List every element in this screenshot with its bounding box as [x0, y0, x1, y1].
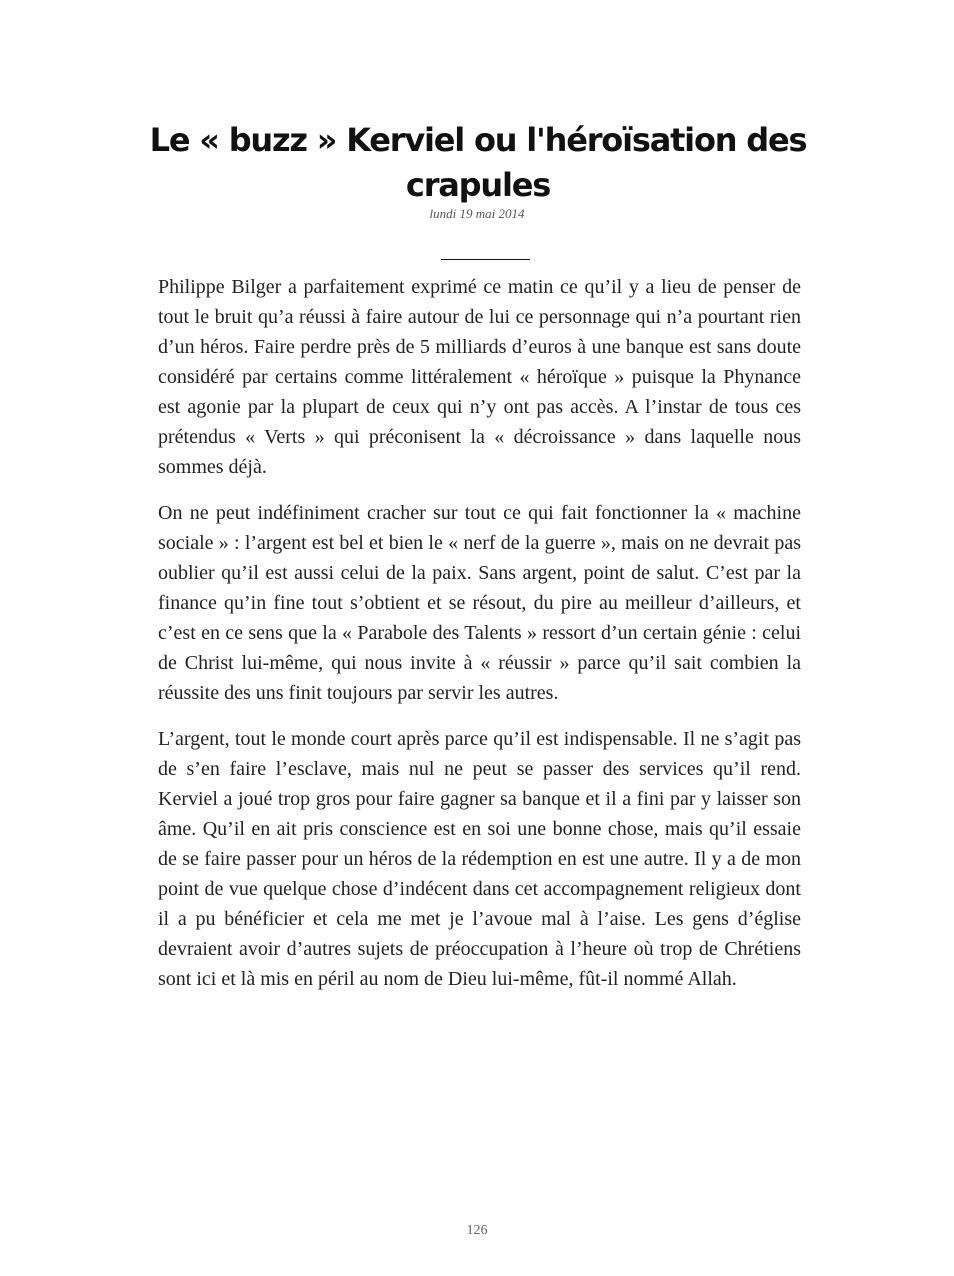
title-divider: [441, 259, 530, 260]
paragraph-1: Philippe Bilger a parfaitement exprimé ce matin ce qu’il y a lieu de penser de tout le bruit qu’a réussi à faire autour de lui ce personnage qui n’a pourtant rien d’un héros. Faire perdre près de 5 milliards d’euros à une banque est sans doute considéré par certains comme littéralement « héroïque » puisque la Phynance est agonie par la plupart de ceux qui n’y ont pas accès. A l’instar de tous ces prétendus « Verts » qui préconisent la « décroissance » dans laquelle nous sommes déjà.: [158, 276, 801, 478]
page-title: Le « buzz » Kerviel ou l'héroïsation des crapules: [149, 121, 807, 204]
article-date: lundi 19 mai 2014: [429, 206, 525, 221]
paragraph-3: L’argent, tout le monde court après parce qu’il est indispensable. Il ne s’agit pas de s’en faire l’esclave, mais nul ne peut se passer des services qu’il rend. Kerviel a joué trop gros pour faire gagner sa banque et il a fini par y laisser son âme. Qu’il en ait pris conscience est en soi une bonne chose, mais qu’il essaie de se faire passer pour un héros de la rédemption en est une autre. Il y a de mon point de vue quelque chose d’indécent dans cet accompagnement religieux dont il a pu bénéficier et cela me met je l’avoue mal à l’aise. Les gens d’église devraient avoir d’autres sujets de préoccupation à l’heure où trop de Chrétiens sont ici et là mis en péril au nom de Dieu lui-même, fût-il nommé Allah.: [158, 728, 801, 990]
page-number: 126: [466, 1223, 488, 1238]
paragraph-2: On ne peut indéfiniment cracher sur tout ce qui fait fonctionner la « machine sociale » : l’argent est bel et bien le « nerf de la guerre », mais on ne devrait pas oublier qu’il est aussi celui de la paix. Sans argent, point de salut. C’est par la finance qu’in fine tout s’obtient et se résout, du pire au meilleur d’ailleurs, et c’est en ce sens que la « Parabole des Talents » ressort d’un certain génie : celui de Christ lui-même, qui nous invite à « réussir » parce qu’il sait combien la réussite des uns finit toujours par servir les autres.: [158, 502, 801, 704]
article-body: [158, 272, 801, 1010]
